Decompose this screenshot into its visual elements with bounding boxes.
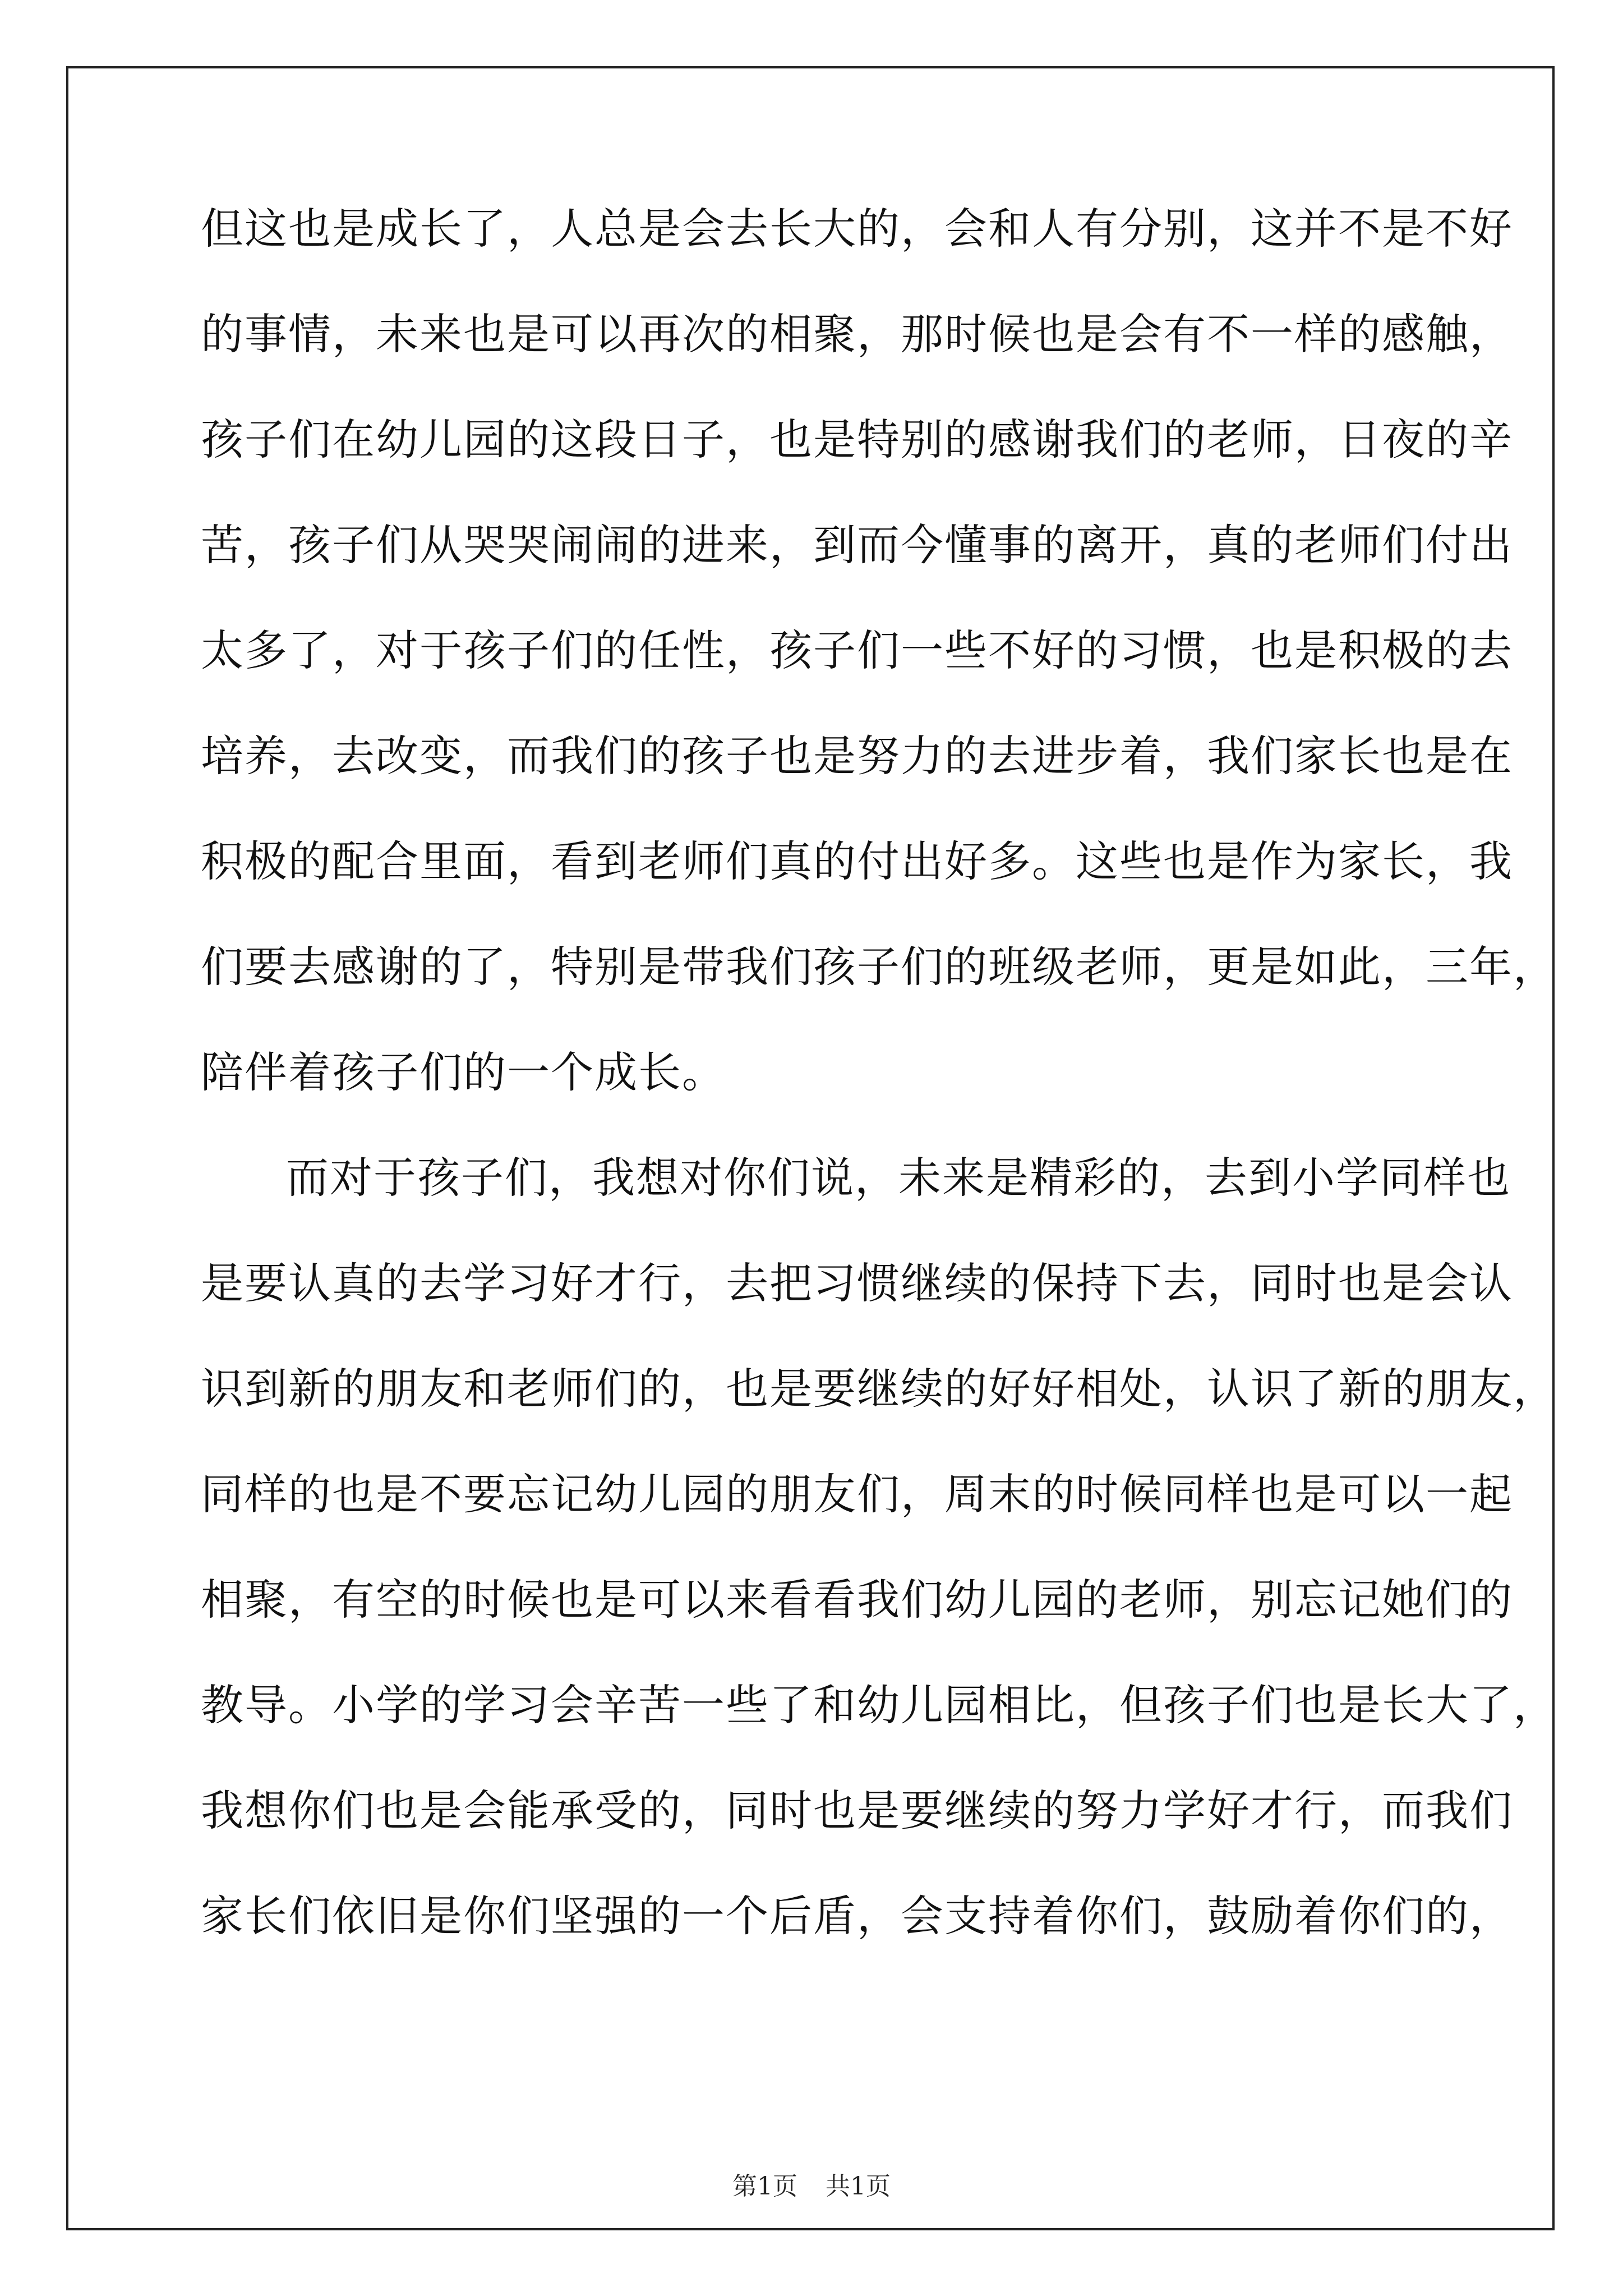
text-line: 家长们依旧是你们坚强的一个后盾，会支持着你们，鼓励着你们的，	[201, 1891, 1513, 1941]
document-body	[201, 202, 1557, 1995]
paragraph-first-line: 而对于孩子们，我想对你们说，未来是精彩的，去到小学同样也	[286, 1153, 1511, 1203]
text-line: 教导。小学的学习会辛苦一些了和幼儿园相比，但孩子们也是长大了，	[201, 1680, 1557, 1730]
page-footer	[0, 2170, 1623, 2203]
text-line: 我想你们也是会能承受的，同时也是要继续的努力学好才行，而我们	[201, 1786, 1513, 1835]
text-line: 陪伴着孩子们的一个成长。	[201, 1047, 726, 1097]
text-line: 们要去感谢的了，特别是带我们孩子们的班级老师，更是如此，三年，	[201, 942, 1557, 992]
text-line: 的事情，未来也是可以再次的相聚，那时候也是会有不一样的感触，	[201, 309, 1513, 359]
page-number: 第1页	[732, 2172, 797, 2201]
text-line: 但这也是成长了，人总是会去长大的，会和人有分别，这并不是不好	[201, 204, 1513, 254]
page-total: 共1页	[826, 2172, 891, 2201]
text-line: 同样的也是不要忘记幼儿园的朋友们，周末的时候同样也是可以一起	[201, 1469, 1513, 1519]
text-line: 培养，去改变，而我们的孩子也是努力的去进步着，我们家长也是在	[201, 731, 1513, 781]
text-line: 积极的配合里面，看到老师们真的付出好多。这些也是作为家长，我	[201, 836, 1513, 886]
text-line: 苦，孩子们从哭哭闹闹的进来，到而今懂事的离开，真的老师们付出	[201, 520, 1513, 570]
text-line: 孩子们在幼儿园的这段日子，也是特别的感谢我们的老师，日夜的辛	[201, 415, 1513, 464]
text-line: 识到新的朋友和老师们的，也是要继续的好好相处，认识了新的朋友，	[201, 1364, 1557, 1414]
text-line: 太多了，对于孩子们的任性，孩子们一些不好的习惯，也是积极的去	[201, 625, 1513, 675]
text-line: 相聚，有空的时候也是可以来看看我们幼儿园的老师，别忘记她们的	[201, 1575, 1513, 1625]
text-line: 是要认真的去学习好才行，去把习惯继续的保持下去，同时也是会认	[201, 1258, 1513, 1308]
